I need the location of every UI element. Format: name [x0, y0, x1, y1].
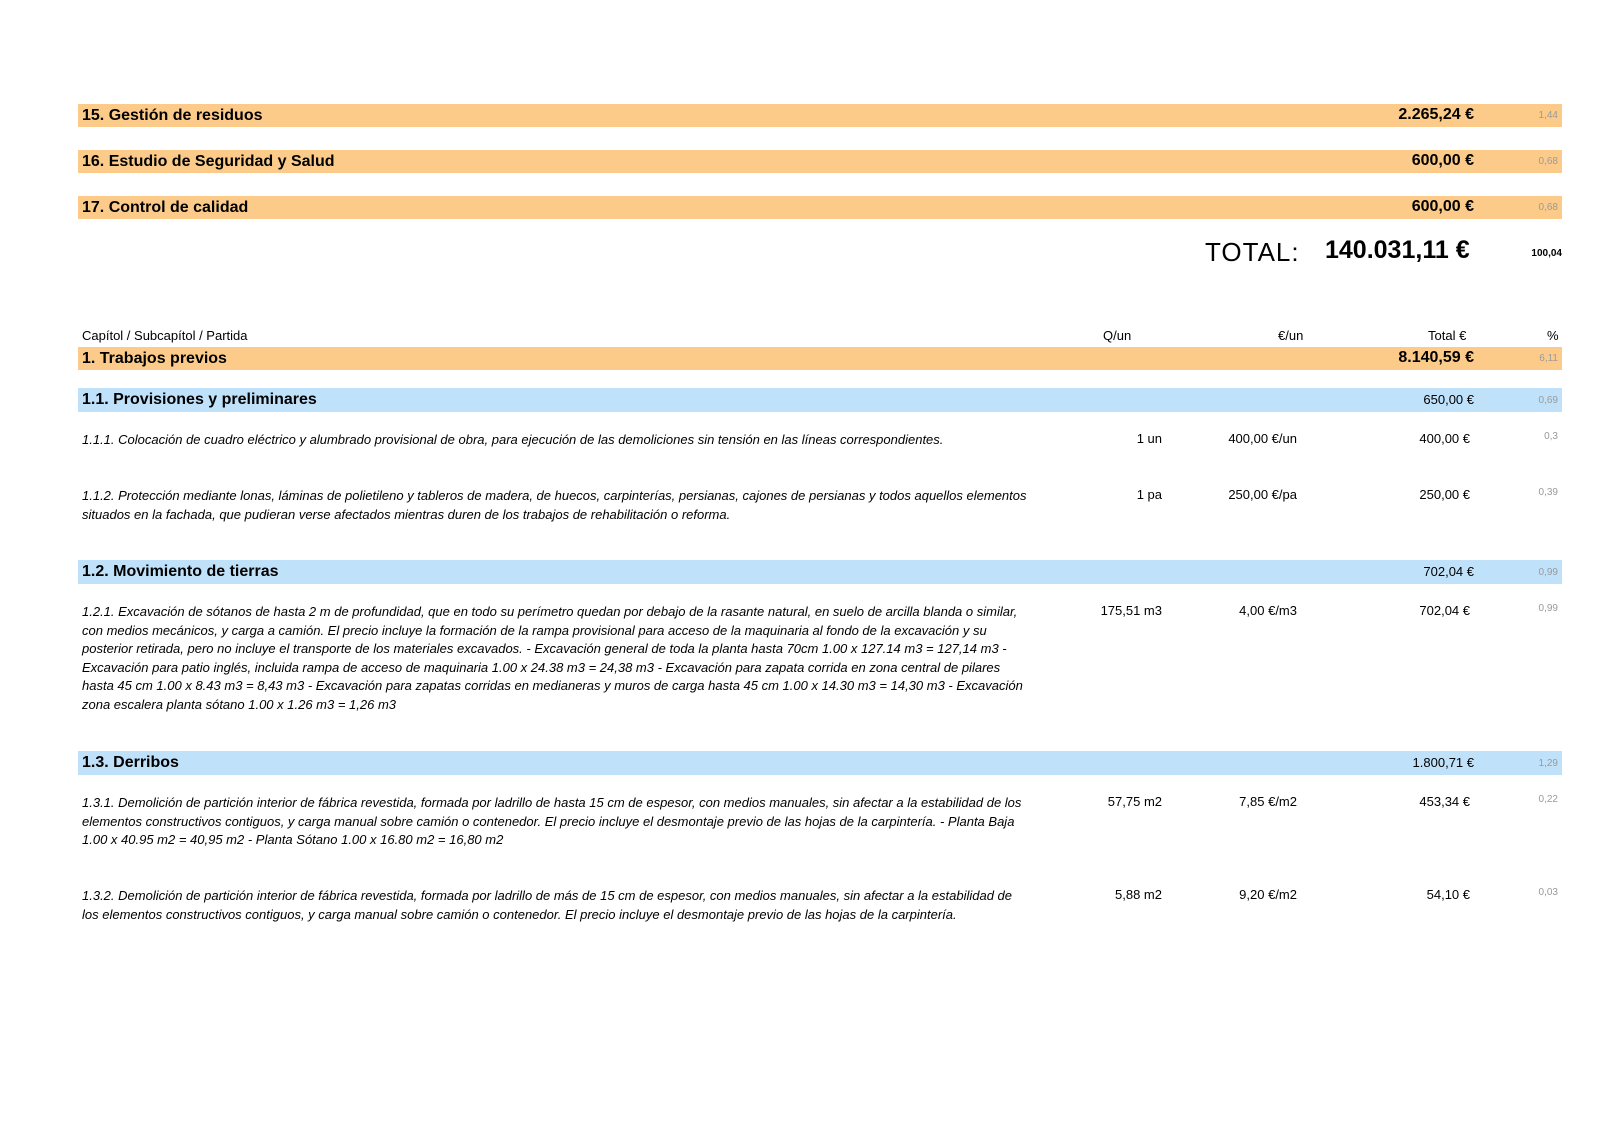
header-partida: Capítol / Subcapítol / Partida: [82, 328, 248, 343]
subchapter-total: 650,00 €: [1423, 392, 1474, 407]
item-unit-price: 7,85 €/m2: [1239, 794, 1297, 809]
item-description: 1.3.2. Demolición de partición interior de fábrica revestida, formada por ladrillo de más de 15 cm de espesor, con medios manuales, sin afectar a la estabilidad de los elementos constructivos contiguos, y carga manual sobre camión o contenedor. El precio incluye el desmontaje previo de las hojas de la carpintería.: [82, 888, 1013, 922]
item-quantity: 57,75 m2: [1107, 794, 1162, 809]
header-qty: Q/un: [1103, 328, 1132, 343]
subchapter-percent: 0,69: [1538, 395, 1558, 406]
subchapter-title: 1.3. Derribos: [82, 754, 179, 771]
grand-total-percent: 100,04: [1531, 248, 1562, 259]
chapter-title: 16. Estudio de Seguridad y Salud: [82, 153, 335, 170]
subchapter-percent: 1,29: [1538, 758, 1558, 769]
item-description: 1.1.1. Colocación de cuadro eléctrico y alumbrado provisional de obra, para ejecución de las demoliciones sin tensión en las líneas correspondientes.: [82, 432, 944, 447]
grand-total-label: TOTAL:: [1205, 237, 1300, 267]
chapter-percent: 0,68: [1538, 202, 1558, 213]
chapter-total: 2.265,24 €: [1398, 106, 1474, 123]
header-unit-price: €/un: [1278, 328, 1304, 343]
subchapter-total: 702,04 €: [1423, 564, 1474, 579]
item-unit-price: 250,00 €/pa: [1228, 487, 1297, 502]
header-total: Total €: [1428, 328, 1467, 343]
subchapter-row: [78, 751, 1562, 775]
header-percent: %: [1547, 328, 1559, 343]
chapter-percent: 0,68: [1538, 156, 1558, 167]
chapter-total: 600,00 €: [1411, 198, 1474, 215]
chapter-row: [78, 104, 1562, 127]
item-total: 453,34 €: [1419, 794, 1470, 809]
item-quantity: 5,88 m2: [1115, 887, 1162, 902]
item-percent: 0,22: [1538, 794, 1558, 805]
chapter-title: 17. Control de calidad: [82, 199, 249, 216]
chapter-total: 8.140,59 €: [1398, 349, 1474, 366]
item-total: 400,00 €: [1419, 431, 1470, 446]
chapter-row: [78, 196, 1562, 219]
item-percent: 0,03: [1538, 887, 1558, 898]
chapter-title: 15. Gestión de residuos: [82, 107, 263, 124]
item-quantity: 175,51 m3: [1100, 603, 1162, 618]
chapter-percent: 1,44: [1538, 110, 1558, 121]
item-quantity: 1 un: [1136, 431, 1162, 446]
subchapter-title: 1.1. Provisiones y preliminares: [82, 391, 317, 408]
grand-total-value: 140.031,11 €: [1325, 236, 1470, 264]
subchapter-row: [78, 560, 1562, 584]
item-unit-price: 4,00 €/m3: [1239, 603, 1297, 618]
subchapter-row: [78, 388, 1562, 412]
item-total: 54,10 €: [1426, 887, 1470, 902]
item-total: 250,00 €: [1419, 487, 1470, 502]
item-percent: 0,3: [1544, 431, 1558, 442]
item-unit-price: 400,00 €/un: [1228, 431, 1297, 446]
chapter-row: [78, 347, 1562, 370]
chapter-title: 1. Trabajos previos: [82, 350, 227, 367]
subchapter-percent: 0,99: [1538, 567, 1558, 578]
item-description: 1.2.1. Excavación de sótanos de hasta 2 m de profundidad, que en todo su perímetro quedan por debajo de la rasante natural, en suelo de arcilla blanda o similar, con medios mecánicos, y carga a camión. El precio incluye la formación de la rampa provisional para acceso de la maquinaria al fondo de la excavación y su posterior retirada, pero no incluye el transporte de los materiales excavados. - Excavación general de toda la planta hasta 70cm 1.00 x 127.14 m3 = 127,14 m3 - Excavación para patio inglés, incluida rampa de acceso de maquinaria 1.00 x 24.38 m3 = 24,38 m3 - Excavación para zapata corrida en zona central de pilares hasta 45 cm 1.00 x 8.43 m3 = 8,43 m3 - Excavación para zapatas corridas en medianeras y muros de carga hasta 45 cm 1.00 x 14.30 m3 = 14,30 m3 - Excavación zona escalera planta sótano 1.00 x 1.26 m3 = 1,26 m3: [82, 604, 1023, 712]
chapter-total: 600,00 €: [1411, 152, 1474, 169]
item-percent: 0,39: [1538, 487, 1558, 498]
chapter-percent: 6,11: [1539, 353, 1558, 364]
item-description: 1.1.2. Protección mediante lonas, láminas de polietileno y tableros de madera, de huecos, carpinterías, persianas, cajones de persianas y todos aquellos elementos situados en la fachada, que pudieran verse afectados mientras duren de los trabajos de rehabilitación o reforma.: [82, 488, 1027, 522]
item-total: 702,04 €: [1419, 603, 1470, 618]
subchapter-title: 1.2. Movimiento de tierras: [82, 563, 279, 580]
item-percent: 0,99: [1538, 603, 1558, 614]
chapter-row: [78, 150, 1562, 173]
subchapter-total: 1.800,71 €: [1412, 755, 1474, 770]
item-description: 1.3.1. Demolición de partición interior de fábrica revestida, formada por ladrillo de hasta 15 cm de espesor, con medios manuales, sin afectar a la estabilidad de los elementos constructivos contiguos, y carga manual sobre camión o contenedor. El precio incluye el desmontaje previo de las hojas de la carpintería. - Planta Baja 1.00 x 40.95 m2 = 40,95 m2 - Planta Sótano 1.00 x 16.80 m2 = 16,80 m2: [82, 795, 1022, 847]
item-quantity: 1 pa: [1136, 487, 1162, 502]
item-unit-price: 9,20 €/m2: [1239, 887, 1297, 902]
